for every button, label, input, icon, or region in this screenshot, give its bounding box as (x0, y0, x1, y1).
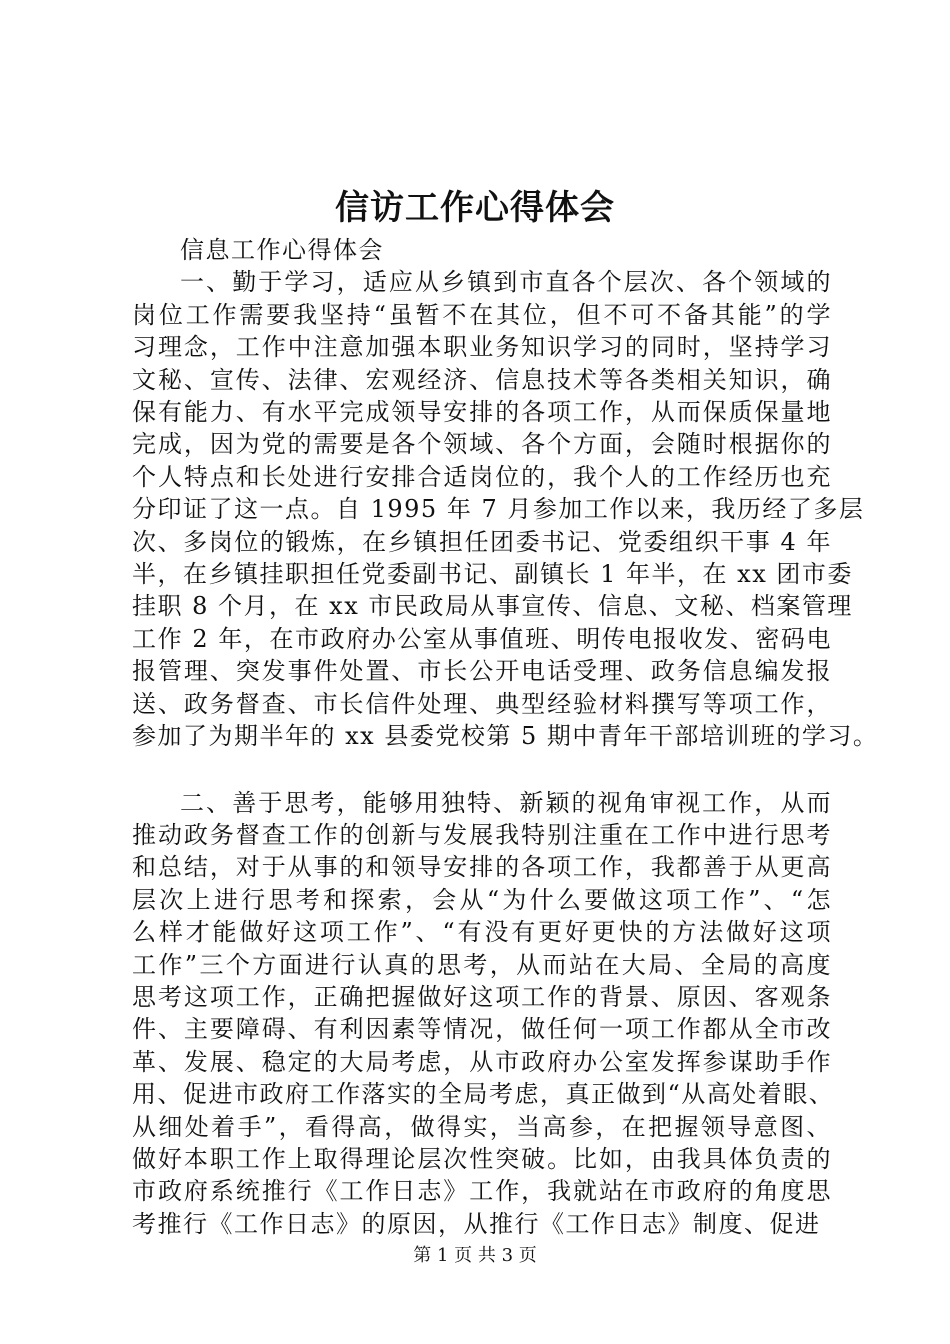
text-line: 完成，因为党的需要是各个领域、各个方面，会随时根据你的 (132, 430, 832, 459)
text-line: 市政府系统推行《工作日志》工作，我就站在市政府的角度思 (132, 1177, 832, 1206)
text-line: 半，在乡镇挂职担任党委副书记、副镇长 1 年半，在 xx 团市委 (132, 560, 853, 589)
text-line: 报管理、突发事件处置、市长公开电话受理、政务信息编发报 (132, 657, 832, 686)
text-line: 思考这项工作，正确把握做好这项工作的背景、原因、客观条 (132, 982, 832, 1011)
paragraph-1 (132, 266, 879, 752)
paragraph-spacer (132, 753, 832, 787)
text-line: 岗位工作需要我坚持“虽暂不在其位，但不可不备其能”的学 (132, 300, 832, 329)
text-line: 参加了为期半年的 xx 县委党校第 5 期中青年干部培训班的学习。 (132, 722, 879, 751)
text-line: 一、勤于学习，适应从乡镇到市直各个层次、各个领域的 (180, 268, 832, 297)
text-line: 二、善于思考，能够用独特、新颖的视角审视工作，从而 (180, 788, 832, 817)
text-line: 么样才能做好这项工作”、“有没有更好更快的方法做好这项 (132, 918, 832, 947)
text-line: 考推行《工作日志》的原因，从推行《工作日志》制度、促进 (132, 1209, 821, 1238)
text-line: 工作 2 年，在市政府办公室从事值班、明传电报收发、密码电 (132, 624, 832, 653)
page-number: 第 1 页 共 3 页 (413, 1245, 537, 1266)
text-line: 分印证了这一点。自 1995 年 7 月参加工作以来，我历经了多层 (132, 495, 865, 524)
document-subtitle: 信息工作心得体会 (180, 236, 384, 264)
text-line: 推动政务督查工作的创新与发展我特别注重在工作中进行思考 (132, 820, 832, 849)
text-line: 用、促进市政府工作落实的全局考虑，真正做到“从高处着眼、 (132, 1080, 835, 1109)
text-line: 和总结，对于从事的和领导安排的各项工作，我都善于从更高 (132, 853, 832, 882)
text-line: 件、主要障碍、有利因素等情况，做任何一项工作都从全市改 (132, 1015, 832, 1044)
text-line: 从细处着手”，看得高，做得实，当高参，在把握领导意图、 (132, 1112, 832, 1141)
text-line: 习理念，工作中注意加强本职业务知识学习的同时，坚持学习 (132, 333, 832, 362)
text-line: 个人特点和长处进行安排合适岗位的，我个人的工作经历也充 (132, 462, 832, 491)
text-line: 送、政务督查、市长信件处理、典型经验材料撰写等项工作， (132, 689, 832, 718)
text-line: 文秘、宣传、法律、宏观经济、信息技术等各类相关知识，确 (132, 365, 832, 394)
paragraph-2 (132, 787, 835, 1241)
document-body (132, 234, 879, 1240)
text-line: 保有能力、有水平完成领导安排的各项工作，从而保质保量地 (132, 398, 832, 427)
text-line: 革、发展、稳定的大局考虑，从市政府办公室发挥参谋助手作 (132, 1047, 832, 1076)
text-line: 工作”三个方面进行认真的思考，从而站在大局、全局的高度 (132, 950, 832, 979)
text-line: 挂职 8 个月，在 xx 市民政局从事宣传、信息、文秘、档案管理 (132, 592, 853, 621)
document-title: 信访工作心得体会 (335, 188, 615, 228)
text-line: 做好本职工作上取得理论层次性突破。比如，由我具体负责的 (132, 1144, 832, 1173)
text-line: 次、多岗位的锻炼，在乡镇担任团委书记、党委组织干事 4 年 (132, 527, 832, 556)
text-line: 层次上进行思考和探索，会从“为什么要做这项工作”、“怎 (132, 885, 832, 914)
